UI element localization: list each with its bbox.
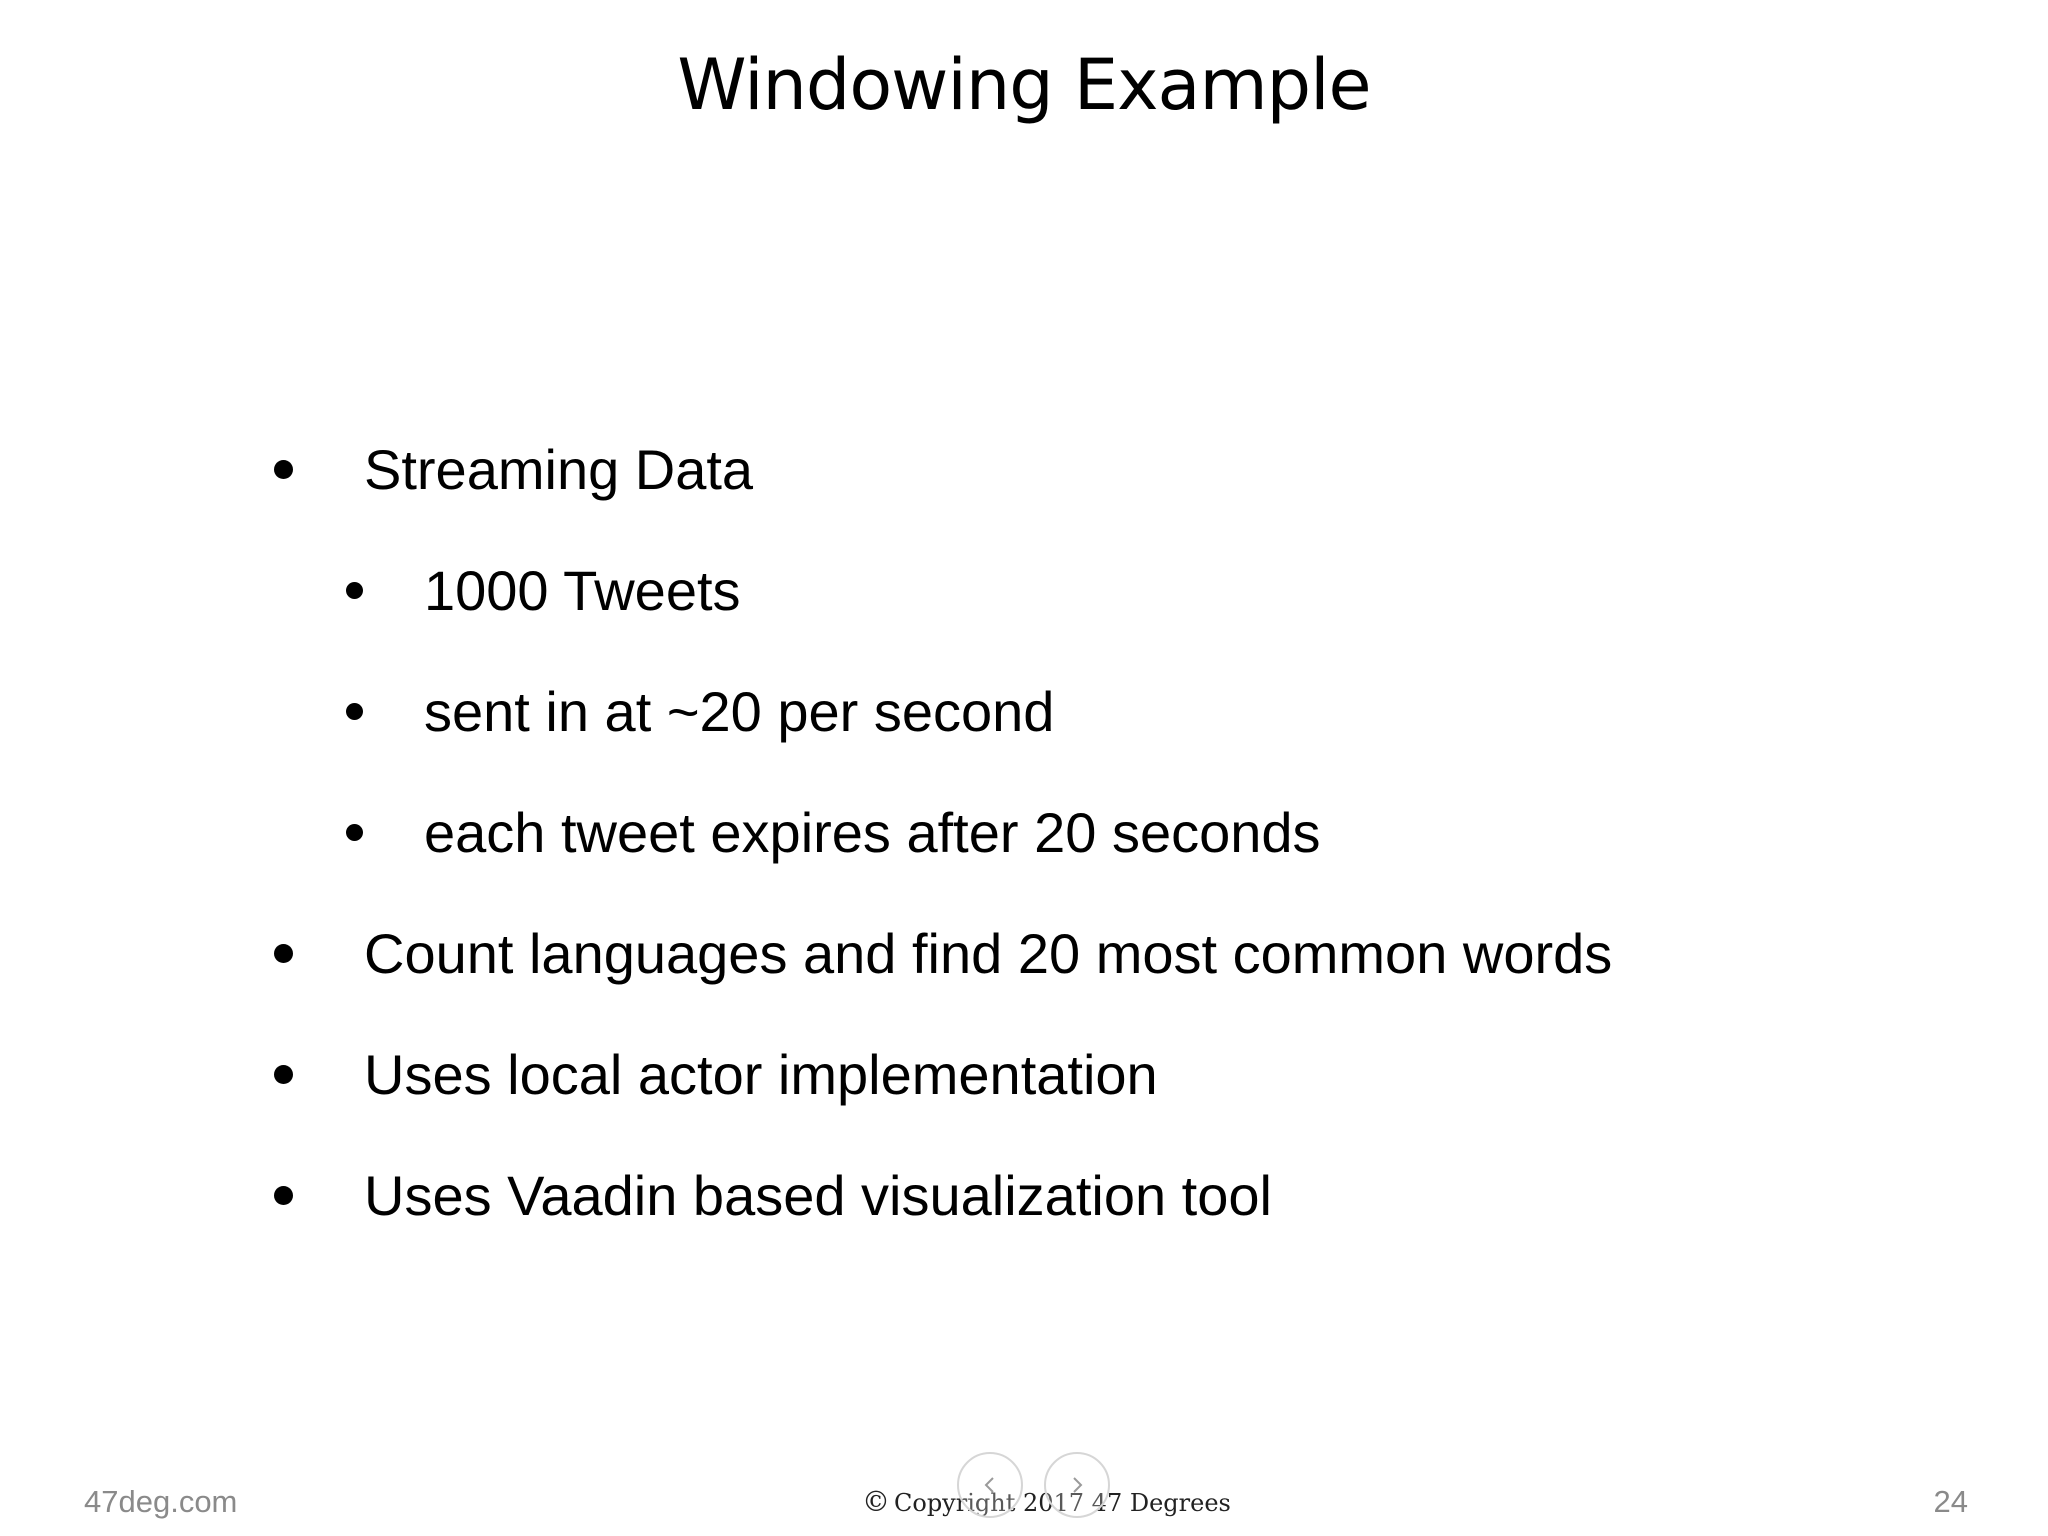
bullet-dot-icon [274, 1186, 293, 1205]
bullet-item [424, 680, 1055, 743]
bullet-item [364, 922, 1613, 985]
bullet-item [364, 1164, 1272, 1227]
copyright-text: Copyright 2017 47 Degrees [894, 1489, 1231, 1517]
bullet-dot-icon [274, 1065, 293, 1084]
bullet-text: sent in at ~20 per second [424, 680, 1055, 743]
bullet-dot-icon [346, 824, 363, 841]
bullet-item [424, 801, 1321, 864]
bullet-item [364, 1043, 1158, 1106]
bullet-text: Uses Vaadin based visualization tool [364, 1164, 1272, 1227]
footer-site: 47deg.com [84, 1484, 238, 1519]
bullet-text: each tweet expires after 20 seconds [424, 801, 1321, 864]
bullet-dot-icon [346, 582, 363, 599]
bullet-item [364, 438, 754, 501]
bullet-text: Streaming Data [364, 438, 754, 501]
next-slide-button[interactable] [1044, 1452, 1110, 1518]
slide-title: Windowing Example [677, 44, 1371, 126]
bullet-text: Uses local actor implementation [364, 1043, 1158, 1106]
bullet-item [424, 559, 741, 622]
chevron-right-icon [1067, 1475, 1087, 1495]
bullet-dot-icon [274, 944, 293, 963]
chevron-left-icon [980, 1475, 1000, 1495]
bullet-dot-icon [274, 460, 293, 479]
bullet-text: Count languages and find 20 most common words [364, 922, 1613, 985]
page-number: 24 [1933, 1484, 1968, 1519]
bullet-text: 1000 Tweets [424, 559, 741, 622]
bullet-dot-icon [346, 703, 363, 720]
copyright-icon: © [862, 1485, 890, 1518]
previous-slide-button[interactable] [957, 1452, 1023, 1518]
